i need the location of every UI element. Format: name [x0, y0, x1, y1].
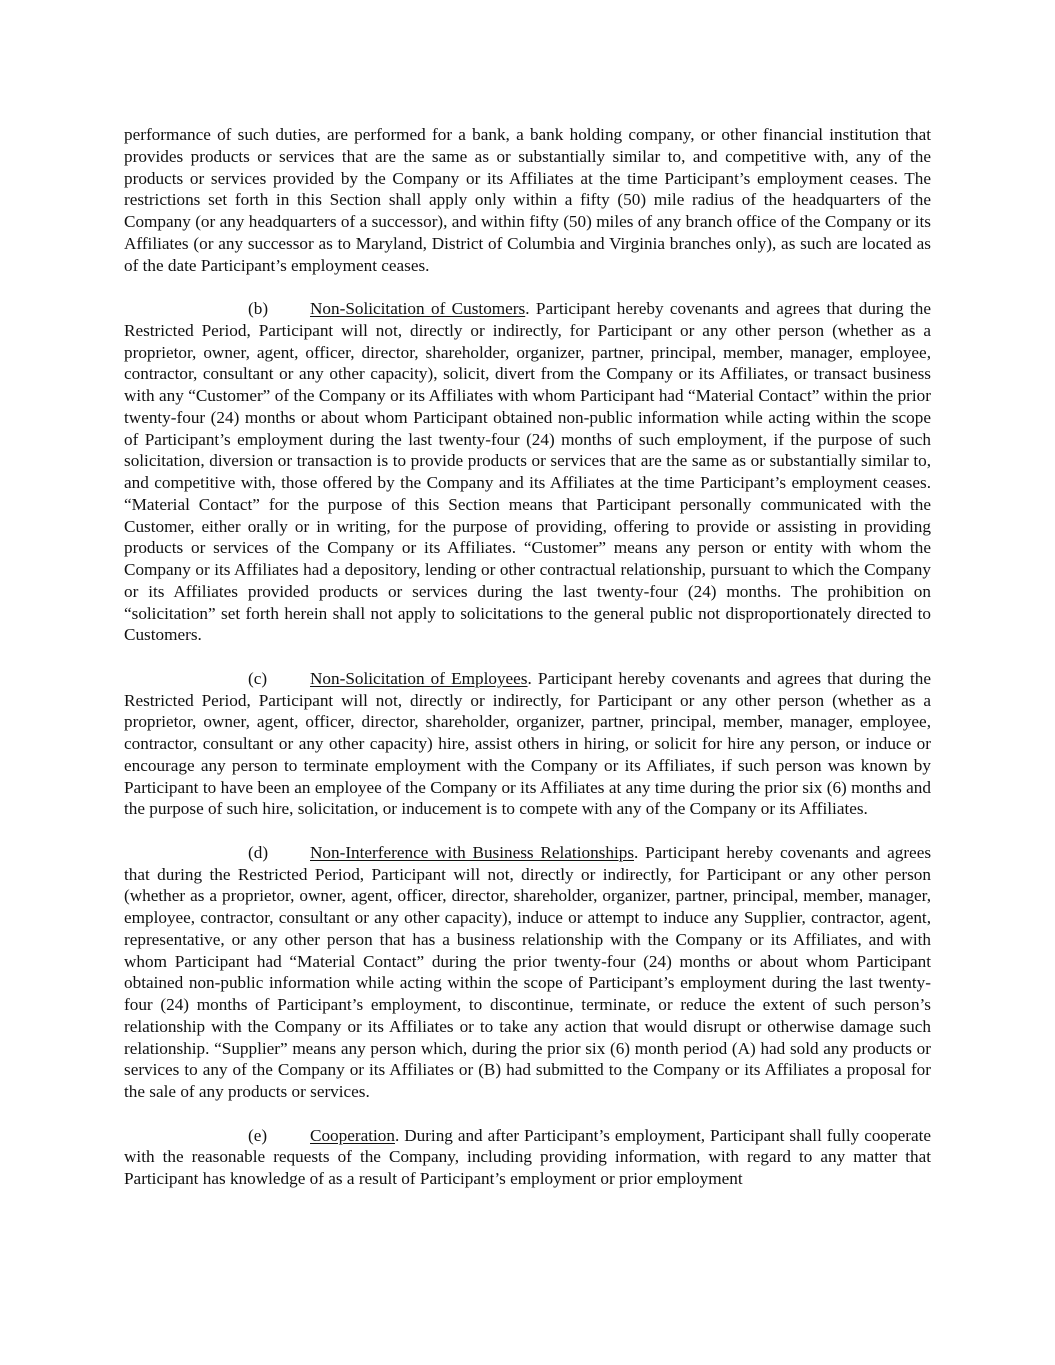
- section-d-body: . Participant hereby covenants and agrees that during the Restricted Period, Participant will not, directly or indirectly, for Participant or any other person (whether as a proprietor, owner, agent, officer, director, shareholder, organizer, partner, principal, member, manager, employee, contractor, consultant or any other capacity), induce or attempt to induce any Supplier, contractor, agent, representative, or any other person that has a business relationship with the Company or its Affiliates, and with whom Participant had “Material Contact” during the prior twenty-four (24) months or about whom Participant obtained non-public information while acting within the scope of Participant’s employment during the last twenty-four (24) months of Participant’s employment, to discontinue, terminate, or reduce the extent of such person’s relationship with the Company or its Affiliates or to take any action that would disrupt or otherwise damage such relationship. “Supplier” means any person which, during the prior six (6) month period (A) had sold any products or services to any of the Company or its Affiliates or (B) had submitted to the Company or its Affiliates a proposal for the sale of any products or services.: [124, 842, 932, 1101]
- section-c-paragraph: [124, 668, 931, 820]
- section-c-body: . Participant hereby covenants and agrees that during the Restricted Period, Participant will not, directly or indirectly, for Participant or any other person (whether as a proprietor, owner, agent, officer, director, shareholder, organizer, partner, principal, member, manager, employee, contractor, consultant or any other capacity) hire, assist others in hiring, or solicit for hire any person, or induce or encourage any person to terminate employment with the Company or its Affiliates, if such person was known by Participant to have been an employee of the Company or its Affiliates at any time during the prior six (6) months and the purpose of such hire, solicitation, or inducement is to compete with any of the Company or its Affiliates.: [124, 668, 932, 819]
- section-d-paragraph: [124, 842, 931, 1103]
- section-e-body: . During and after Participant’s employment, Participant shall fully cooperate with the reasonable requests of the Company, including providing information, with regard to any matter that Participant has knowledge of as a result of Participant’s employment or prior employment: [124, 1125, 931, 1188]
- section-b-heading: Non-Solicitation of Customers: [310, 299, 526, 318]
- section-d-label: (d): [248, 842, 269, 862]
- section-b-label: (b): [248, 299, 269, 318]
- section-b-body: . Participant hereby covenants and agrees that during the Restricted Period, Participant will not, directly or indirectly, for Participant or any other person (whether as a proprietor, owner, agent, officer, director, shareholder, organizer, partner, principal, member, manager, employee, contractor, consultant or any other capacity), solicit, divert from the Company or its Affiliates, or transact business with any “Customer” of the Company or its Affiliates with whom Participant had “Material Contact” within the prior twenty-four (24) months or about whom Participant obtained non-public information while acting within the scope of Participant’s employment during the last twenty-four (24) months of such employment, if the purpose of such solicitation, diversion or transaction is to provide products or services that are the same as or substantially similar to, and competitive with, those offered by the Company and its Affiliates at the time Participant’s employment ceases. “Material Contact” for the purpose of this Section means that Participant personally communicated with the Customer, either orally or in writing, for the purpose of providing, offering to provide or assisting in providing products or services of the Company or its Affiliates. “Customer” means any person or entity with whom the Company or its Affiliates had a depository, lending or other contractual relationship, pursuant to which the Company or its Affiliates provided products or services during the last twenty-four (24) months. The prohibition on “solicitation” set forth herein shall not apply to solicitations to the general public not disproportionately directed to Customers.: [124, 299, 931, 645]
- section-c-label: (c): [248, 668, 268, 688]
- intro-paragraph: performance of such duties, are performed for a bank, a bank holding company, or other financial institution that provides products or services that are the same as or substantially similar to, and competitive with, any of the products or services provided by the Company or its Affiliates at the time Participant’s employment ceases. The restrictions set forth in this Section shall apply only within a fifty (50) mile radius of the headquarters of the Company (or any headquarters of a successor), and within fifty (50) miles of any branch office of the Company or its Affiliates (or any successor as to Maryland, District of Columbia and Virginia branches only), as such are located as of the date Participant’s employment ceases.: [124, 125, 931, 275]
- document-page: [124, 124, 931, 1190]
- section-b-paragraph: [124, 298, 931, 646]
- section-e-label: (e): [248, 1125, 268, 1145]
- section-d-heading: Non-Interference with Business Relationships: [310, 842, 635, 862]
- section-e-heading: Cooperation: [310, 1125, 395, 1145]
- section-e-paragraph: [124, 1125, 931, 1190]
- section-c-heading: Non-Solicitation of Employees: [310, 668, 528, 688]
